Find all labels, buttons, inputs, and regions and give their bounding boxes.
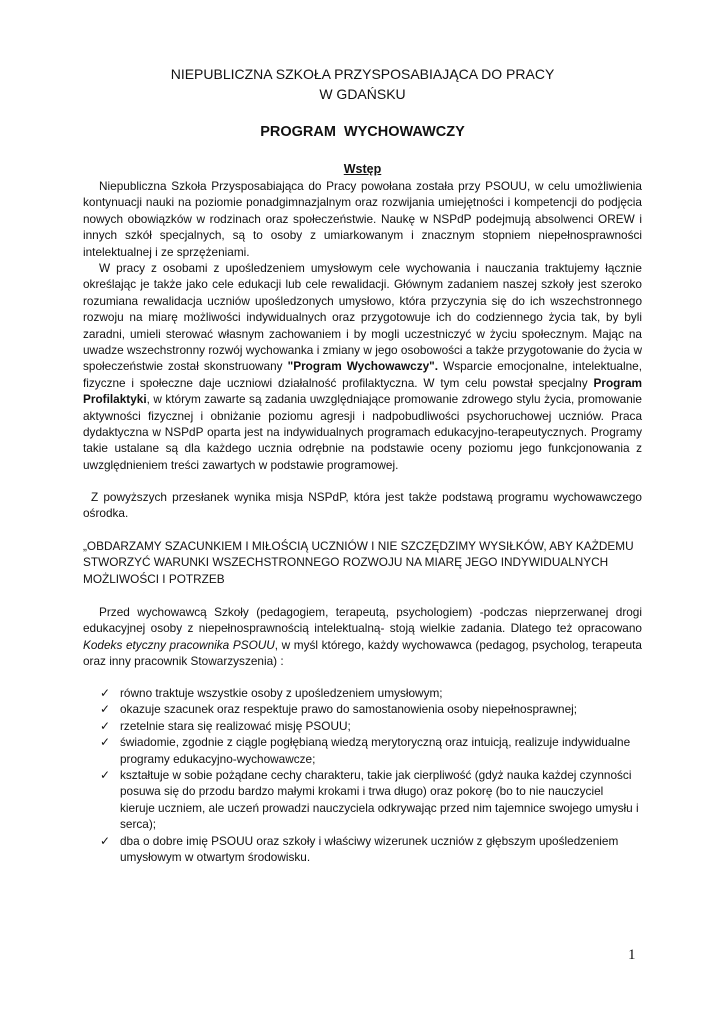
intro-paragraph-3: Z powyższych przesłanek wynika misja NSPdP, która jest także podstawą programu wychowawczego ośrodka.	[83, 490, 642, 521]
checklist	[100, 685, 640, 865]
list-item-text: równo traktuje wszystkie osoby z upośledzeniem umysłowym;	[120, 686, 443, 700]
list-item-text: okazuje szacunek oraz respektuje prawo do samostanowienia osoby niepełnosprawnej;	[120, 702, 578, 717]
p2-text-c: Wsparcie emocjonalne, intelektualne, fizyczne i społeczne daje uczniowi działalność profilaktyczna. W tym celu powstał specjalny	[83, 359, 643, 390]
list-item	[100, 767, 640, 833]
school-name-line1: NIEPUBLICZNA SZKOŁA PRZYSPOSABIAJĄCA DO PRACY	[170, 66, 555, 82]
school-name-line2: W GDAŃSKU	[319, 86, 406, 102]
checkmark-icon: ✓	[100, 702, 111, 717]
checkmark-icon: ✓	[100, 768, 111, 783]
intro-heading: Wstęp	[343, 162, 382, 176]
checkmark-icon: ✓	[100, 686, 111, 700]
intro-paragraph-1: Niepubliczna Szkoła Przysposabiająca do Pracy powołana została przy PSOUU, w celu umożliwienia kontynuacji nauki na poziomie ponadgimnazjalnym oraz rozwijania umiejętności i kompetencji do podjęcia nowych obowiązków w rodzinach oraz społeczeństwie. Naukę w NSPdP podejmują absolwenci OREW i innych szkół specjalnych, są to osoby z umiarkowanym i znacznym stopniem niepełnosprawności intelektualnej i ze sprzężeniami.	[83, 179, 642, 259]
p2-text-a: W pracy z osobami z upośledzeniem umysłowym cele wychowania i nauczania traktujemy łącznie określając je także jako cele edukacji lub cele rewalidacji. Głównym zadaniem naszej szkoły jest szeroko rozumiana rewalidacja uczniów upośledzonych umysłowo, która przyczynia się do ich wszechstronnego rozwoju na miarę możliwości indywidualnych oraz przygotowuje ich do codziennego życia tak, by byli zaradni, umieli sterować własnym zachowaniem i by mogli uczestniczyć w życiu społecznym. Mając na uwadze wszechstronny rozwój wychowanka i zmiany w jego osobowości a także przygotowanie do życia w społeczeństwie został skonstruowany	[83, 261, 642, 374]
list-item	[100, 685, 640, 701]
kodeks-italic: Kodeks etyczny pracownika PSOUU	[83, 637, 275, 652]
intro-paragraph-2	[83, 260, 642, 473]
checkmark-icon: ✓	[100, 735, 111, 750]
paragraph-4	[83, 604, 642, 670]
list-item-text: rzetelnie stara się realizować misję PSOUU;	[120, 718, 351, 733]
list-item	[100, 701, 640, 717]
list-item	[100, 734, 640, 767]
program-profilaktyki-bold: Program Profilaktyki	[83, 375, 642, 407]
p4-text-a: Przed wychowawcą Szkoły (pedagogiem, terapeutą, psychologiem) -podczas nieprzerwanej drogi edukacyjnej osoby z niepełnosprawnością intelektualną- stoją wielkie zadania. Dlatego też opracowano	[83, 605, 642, 636]
list-item	[100, 833, 640, 866]
page-number: 1	[628, 947, 636, 963]
p2-text-e: , w którym zawarte są zadania uwzględniające promowanie zdrowego stylu życia, promowanie aktywności fizycznej i obniżanie poziomu agresji i nadpobudliwości psychoruchowej uczniów. Praca dydaktyczna w NSPdP oparta jest na indywidualnych programach edukacyjno-terapeutycznych. Programy takie ustalane są dla każdego ucznia odrębnie na podstawie oceny poziomu jego funkcjonowania z uwzględnieniem treści zawartych w podstawie programowej.	[83, 392, 642, 472]
list-item	[100, 718, 640, 734]
document-title: PROGRAM WYCHOWAWCZY	[260, 124, 465, 140]
checkmark-icon: ✓	[100, 833, 111, 848]
list-item-text: świadomie, zgodnie z ciągle pogłębianą wiedzą merytoryczną oraz intuicją, realizuje indywidualne programy edukacyjno-wychowawcze;	[120, 735, 631, 766]
program-wychowawczy-bold: "Program Wychowawczy".	[287, 359, 439, 374]
mission-motto: „OBDARZAMY SZACUNKIEM I MIŁOŚCIĄ UCZNIÓW I NIE SZCZĘDZIMY WYSIŁKÓW, ABY KAŻDEMU STWORZYĆ WARUNKI WSZECHSTRONNEGO ROZWOJU NA MIARĘ JEGO INDYWIDUALNYCH MOŻLIWOŚCI I POTRZEB	[83, 539, 634, 586]
list-item-text: dba o dobre imię PSOUU oraz szkoły i właściwy wizerunek uczniów z głębszym upośledzeniem umysłowym w otwartym środowisku.	[120, 833, 619, 865]
list-item-text: kształtuje w sobie pożądane cechy charakteru, takie jak cierpliwość (gdyż nauka każdej czynności posuwa się do przodu bardzo małymi krokami i trwa długo) oraz pokorę (bo to nie nauczyciel kieruje uczniem, ale uczeń prowadzi nauczyciela odkrywając przed nim tajemnice swojego umysłu i serca);	[120, 768, 639, 832]
p4-text-c: , w myśl którego, każdy wychowawca (pedagog, psycholog, terapeuta oraz inny pracownik Stowarzyszenia) :	[83, 637, 642, 669]
checkmark-icon: ✓	[100, 718, 111, 733]
